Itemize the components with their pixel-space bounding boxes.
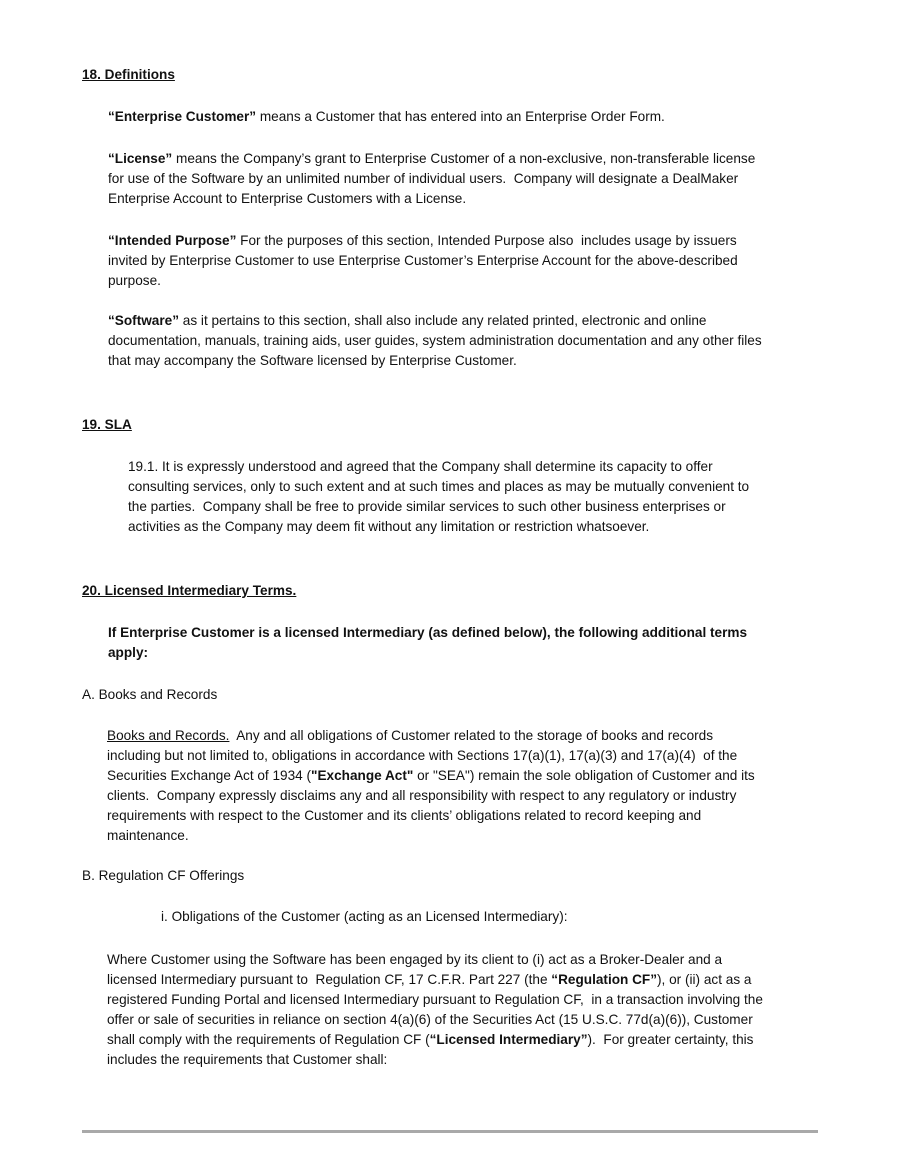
heading-18-definitions	[82, 65, 175, 85]
text-segment: offer or sale of securities in reliance on section 4(a)(6) of the Securities Act (15 U.S.C. 77d(a)(6)), Customer	[107, 1012, 753, 1027]
text-line	[108, 251, 738, 271]
text-line	[128, 477, 749, 497]
text-line	[82, 685, 217, 705]
text-line	[107, 990, 763, 1010]
text-segment: B. Regulation CF Offerings	[82, 868, 245, 883]
text-segment: For the purposes of this section, Intended Purpose also includes usage by issuers	[236, 233, 737, 248]
text-segment: Where Customer using the Software has been engaged by its client to (i) act as a Broker-Dealer and a	[107, 952, 723, 967]
text-line	[107, 786, 755, 806]
text-segment: means a Customer that has entered into an Enterprise Order Form.	[256, 109, 665, 124]
text-line	[107, 806, 755, 826]
text-line	[107, 766, 755, 786]
text-segment: the parties. Company shall be free to provide similar services to such other business enterprises or	[128, 499, 726, 514]
text-segment: Enterprise Account to Enterprise Customers with a License.	[108, 191, 467, 206]
text-line	[82, 581, 296, 601]
text-segment: 19.1. It is expressly understood and agreed that the Company shall determine its capacity to offer	[128, 459, 713, 474]
def-license	[108, 149, 755, 209]
text-segment: as it pertains to this section, shall also include any related printed, electronic and online	[179, 313, 707, 328]
text-segment: requirements with respect to the Customer and its clients’ obligations related to record keeping and	[107, 808, 702, 823]
clause-19-1	[128, 457, 749, 537]
bold-term: “Software”	[108, 313, 180, 328]
text-line	[82, 866, 244, 886]
text-line	[107, 950, 763, 970]
footer-divider	[82, 1130, 818, 1133]
books-and-records	[107, 726, 755, 846]
bold-term: 19. SLA	[82, 417, 132, 432]
bold-term: "Exchange Act"	[311, 768, 414, 783]
text-line	[108, 311, 762, 331]
text-segment: activities as the Company may deem fit without any limitation or restriction whatsoever.	[128, 519, 650, 534]
regulation-cf-paragraph	[107, 950, 763, 1070]
text-line	[107, 1010, 763, 1030]
text-segment: documentation, manuals, training aids, user guides, system administration documentation and any other files	[108, 333, 762, 348]
text-line	[108, 231, 738, 251]
text-segment: maintenance.	[107, 828, 189, 843]
def-intended-purpose	[108, 231, 738, 291]
text-segment: clients. Company expressly disclaims any and all responsibility with respect to any regulatory or industry	[107, 788, 737, 803]
text-segment: registered Funding Portal and licensed Intermediary pursuant to Regulation CF, in a transaction involving the	[107, 992, 763, 1007]
text-line	[161, 907, 568, 927]
subheading-b	[82, 866, 244, 886]
text-line	[108, 643, 747, 663]
text-line	[108, 271, 738, 291]
text-segment: including but not limited to, obligations in accordance with Sections 17(a)(1), 17(a)(3) and 17(a)(4) of the	[107, 748, 738, 763]
bold-term: 20. Licensed Intermediary Terms.	[82, 583, 297, 598]
bold-term: “Licensed Intermediary”	[429, 1032, 588, 1047]
text-line	[108, 351, 762, 371]
bold-term: 18. Definitions	[82, 67, 175, 82]
def-software	[108, 311, 762, 371]
text-line	[107, 746, 755, 766]
text-line	[107, 726, 755, 746]
subheading-b-i	[161, 907, 568, 927]
text-line	[107, 1050, 763, 1070]
heading-20-licensed-intermediary	[82, 581, 296, 601]
text-segment: i. Obligations of the Customer (acting as an Licensed Intermediary):	[161, 909, 568, 924]
text-line	[108, 189, 755, 209]
text-segment: licensed Intermediary pursuant to Regulation CF, 17 C.F.R. Part 227 (the	[107, 972, 552, 987]
text-line	[108, 331, 762, 351]
text-line	[107, 826, 755, 846]
intro-20	[108, 623, 747, 663]
text-line	[108, 623, 747, 643]
bold-term: apply:	[108, 645, 149, 660]
text-segment: or "SEA") remain the sole obligation of Customer and its	[413, 768, 755, 783]
text-segment: shall comply with the requirements of Regulation CF (	[107, 1032, 430, 1047]
heading-19-sla	[82, 415, 132, 435]
text-segment: purpose.	[108, 273, 161, 288]
text-segment: ). For greater certainty, this	[587, 1032, 754, 1047]
bold-term: “Intended Purpose”	[108, 233, 237, 248]
subheading-a	[82, 685, 217, 705]
text-segment: for use of the Software by an unlimited number of individual users. Company will designate a DealMaker	[108, 171, 739, 186]
text-line	[108, 107, 665, 127]
def-enterprise-customer	[108, 107, 665, 127]
text-line	[108, 169, 755, 189]
text-segment: ), or (ii) act as a	[657, 972, 752, 987]
text-segment: that may accompany the Software licensed by Enterprise Customer.	[108, 353, 517, 368]
text-line	[107, 1030, 763, 1050]
text-line	[107, 970, 763, 990]
text-segment: consulting services, only to such extent and at such times and places as may be mutually convenient to	[128, 479, 750, 494]
bold-term: If Enterprise Customer is a licensed Intermediary (as defined below), the following additional terms	[108, 625, 748, 640]
text-line	[128, 457, 749, 477]
text-segment: means the Company’s grant to Enterprise Customer of a non-exclusive, non-transferable license	[172, 151, 756, 166]
text-line	[108, 149, 755, 169]
underlined-text: Books and Records.	[107, 728, 230, 743]
text-segment: invited by Enterprise Customer to use Enterprise Customer’s Enterprise Account for the above-described	[108, 253, 738, 268]
text-line	[82, 65, 175, 85]
text-line	[128, 517, 749, 537]
bold-term: “License”	[108, 151, 173, 166]
text-line	[128, 497, 749, 517]
bold-term: “Regulation CF”	[551, 972, 658, 987]
text-segment: A. Books and Records	[82, 687, 218, 702]
text-line	[82, 415, 132, 435]
text-segment: Any and all obligations of Customer related to the storage of books and records	[229, 728, 714, 743]
bold-term: “Enterprise Customer”	[108, 109, 257, 124]
text-segment: includes the requirements that Customer shall:	[107, 1052, 388, 1067]
text-segment: Securities Exchange Act of 1934 (	[107, 768, 312, 783]
